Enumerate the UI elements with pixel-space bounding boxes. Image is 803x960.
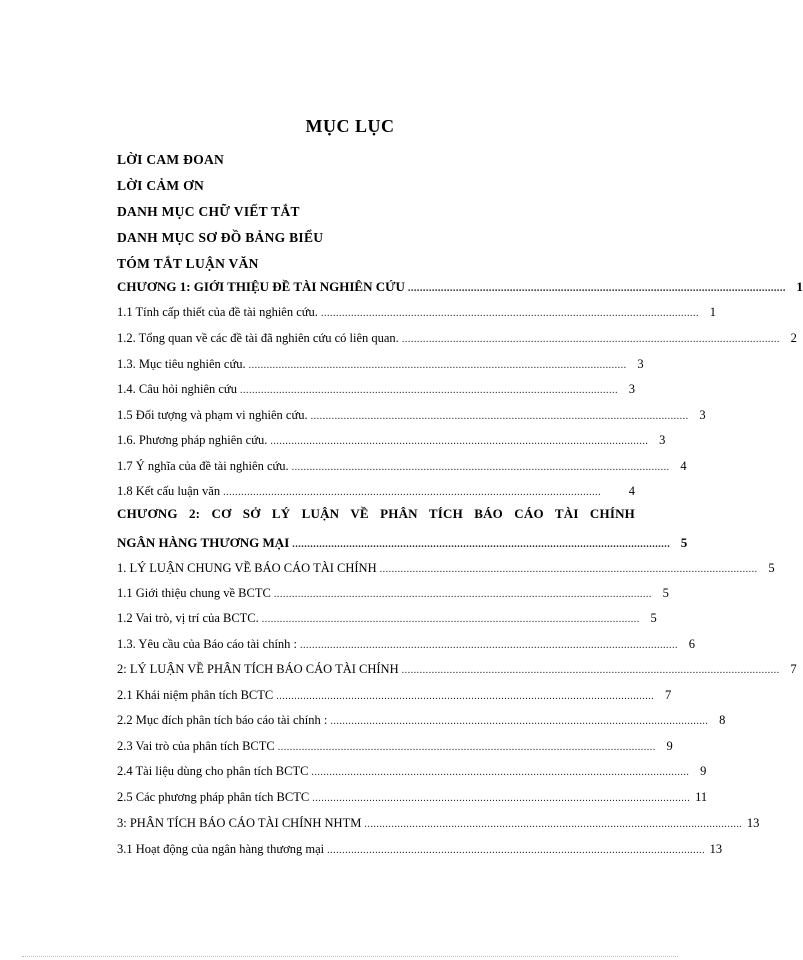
dot-leader: .............................................................................................................................. (292, 539, 671, 550)
dot-leader: .............................................................................................................................. (407, 283, 786, 294)
front-matter-figures-tables: DANH MỤC SƠ ĐỒ BẢNG BIỂU (117, 230, 324, 245)
dot-leader: .............................................................................................................................. (320, 308, 699, 319)
toc-entry: 1.4. Câu hỏi nghiên cứu .............................................................................................................................. 3 (117, 382, 635, 396)
toc-entry: 1. LÝ LUẬN CHUNG VỀ BÁO CÁO TÀI CHÍNH .............................................................................................................................. 5 (117, 561, 775, 575)
toc-entry: 2: LÝ LUẬN VỀ PHÂN TÍCH BÁO CÁO TÀI CHÍNH .............................................................................................................................. 7 (117, 662, 797, 676)
toc-entry: 2.3 Vai trò của phân tích BCTC .............................................................................................................................. 9 (117, 739, 673, 753)
dot-leader: .............................................................................................................................. (310, 411, 689, 422)
dot-leader: .............................................................................................................................. (401, 665, 780, 676)
toc-entry: 1.3. Mục tiêu nghiên cứu. .............................................................................................................................. 3 (117, 357, 644, 371)
toc-chapter-2-page: 5 (680, 535, 688, 550)
toc-entry: 1.2. Tổng quan về các đề tài đã nghiên cứu có liên quan. .............................................................................................................................. 2 (117, 331, 797, 345)
front-matter-abbreviations: DANH MỤC CHỮ VIẾT TẮT (117, 204, 300, 219)
toc-entry: 1.7 Ý nghĩa của đề tài nghiên cứu. .............................................................................................................................. 4 (117, 459, 687, 473)
toc-entry: 1.6. Phương pháp nghiên cứu. .............................................................................................................................. 3 (117, 433, 666, 447)
dot-leader: .............................................................................................................................. (330, 716, 709, 727)
dot-leader: .............................................................................................................................. (327, 845, 706, 856)
toc-title: MỤC LỤC (305, 116, 395, 136)
dot-leader: .............................................................................................................................. (312, 793, 691, 804)
front-matter-abstract: TÓM TẮT LUẬN VĂN (117, 256, 259, 271)
toc-chapter-2-label: NGÂN HÀNG THƯƠNG MẠI (117, 535, 290, 550)
front-matter-acknowledgement: LỜI CẢM ƠN (117, 178, 204, 193)
toc-entry: 1.8 Kết cấu luận văn .............................................................................................................................. 4 (117, 484, 635, 498)
toc-chapter-1-label: CHƯƠNG 1: GIỚI THIỆU ĐỀ TÀI NGHIÊN CỨU (117, 279, 405, 294)
toc-entry: 3.1 Hoạt động của ngân hàng thương mại .............................................................................................................................. 13 (117, 842, 723, 856)
dot-leader: .............................................................................................................................. (239, 385, 618, 396)
dot-leader: .............................................................................................................................. (364, 819, 743, 830)
toc-entry: 2.1 Khái niệm phân tích BCTC .............................................................................................................................. 7 (117, 688, 672, 702)
dot-leader: .............................................................................................................................. (379, 564, 758, 575)
toc-chapter-1-page: 1 (796, 279, 803, 294)
dot-leader: .............................................................................................................................. (273, 589, 652, 600)
toc-entry: 1.3. Yêu cầu của Báo cáo tài chính : .............................................................................................................................. 6 (117, 637, 696, 651)
dot-leader: .............................................................................................................................. (277, 742, 656, 753)
dot-leader: .............................................................................................................................. (311, 767, 690, 778)
dot-leader: .............................................................................................................................. (276, 691, 655, 702)
toc-entry: 2.4 Tài liệu dùng cho phân tích BCTC .............................................................................................................................. 9 (117, 764, 707, 778)
toc-chapter-1 (117, 279, 803, 299)
toc-entry: 2.5 Các phương pháp phân tích BCTC .............................................................................................................................. 11 (117, 790, 708, 804)
dot-leader: .............................................................................................................................. (401, 334, 780, 345)
toc-chapter-2-line1: CHƯƠNG 2: CƠ SỞ LÝ LUẬN VỀ PHÂN TÍCH BÁO CÁO TÀI CHÍNH (117, 506, 635, 521)
dot-leader: .............................................................................................................................. (291, 462, 670, 473)
dot-leader: .............................................................................................................................. (300, 640, 679, 651)
page-bottom-divider (22, 956, 678, 957)
toc-entry: 1.5 Đối tượng và phạm vi nghiên cứu. .............................................................................................................................. 3 (117, 408, 706, 422)
dot-leader: .............................................................................................................................. (270, 436, 649, 447)
toc-chapter-2 (117, 535, 688, 555)
front-matter-commitment: LỜI CAM ĐOAN (117, 152, 225, 167)
toc-entry: 1.2 Vai trò, vị trí của BCTC. .............................................................................................................................. 5 (117, 611, 657, 625)
dot-leader: .............................................................................................................................. (248, 360, 627, 371)
toc-entry: 1.1 Giới thiệu chung về BCTC .............................................................................................................................. 5 (117, 586, 669, 600)
toc-entry: 1.1 Tính cấp thiết của đề tài nghiên cứu. .............................................................................................................................. 1 (117, 305, 716, 319)
toc-entry: 3: PHÂN TÍCH BÁO CÁO TÀI CHÍNH NHTM .............................................................................................................................. 13 (117, 816, 760, 830)
dot-leader: .............................................................................................................................. (223, 487, 602, 498)
toc-entry: 2.2 Mục đích phân tích báo cáo tài chính : .............................................................................................................................. 8 (117, 713, 726, 727)
dot-leader: .............................................................................................................................. (261, 614, 640, 625)
